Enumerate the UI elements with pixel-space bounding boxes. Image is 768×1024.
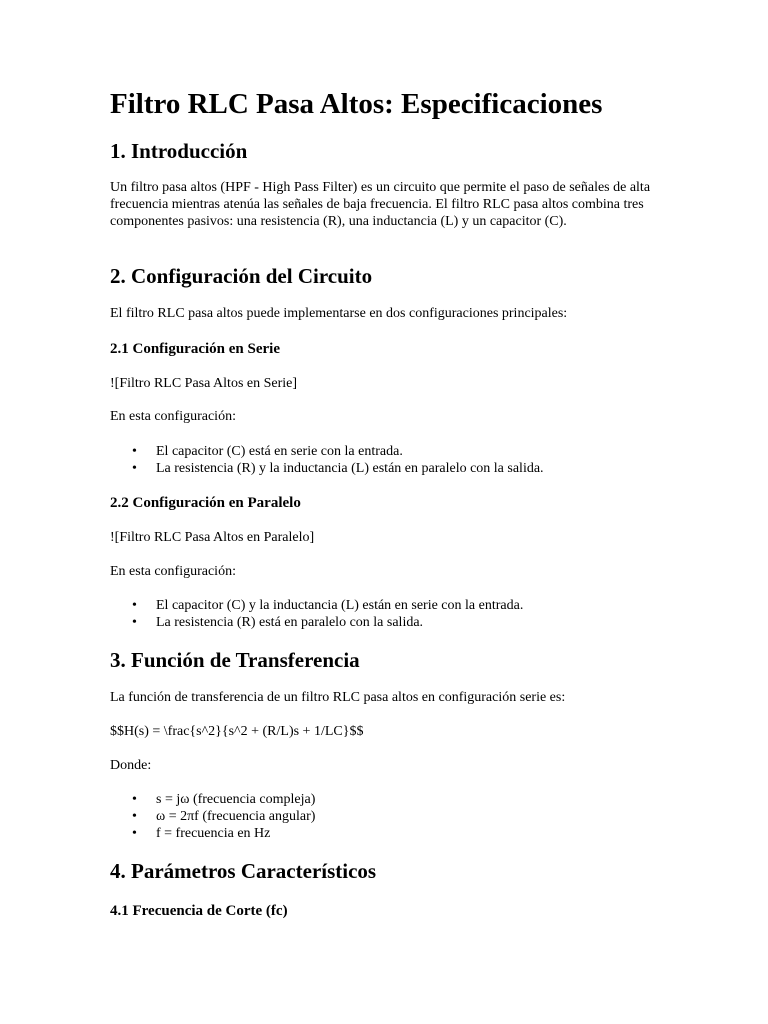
subsection-heading-paralelo: 2.2 Configuración en Paralelo	[110, 495, 301, 511]
transfer-bullet-list	[110, 791, 660, 842]
list-item: • f = frecuencia en Hz	[110, 825, 660, 842]
subsection-heading-serie: 2.1 Configuración en Serie	[110, 341, 280, 357]
paralelo-bullet-list	[110, 597, 660, 631]
document-title: Filtro RLC Pasa Altos: Especificaciones	[110, 88, 603, 120]
transfer-formula: $$H(s) = \frac{s^2}{s^2 + (R/L)s + 1/LC}$$	[110, 724, 364, 739]
section-heading-funcion-transferencia: 3. Función de Transferencia	[110, 648, 360, 672]
list-item: • El capacitor (C) y la inductancia (L) están en serie con la entrada.	[110, 597, 660, 614]
section-heading-configuracion: 2. Configuración del Circuito	[110, 264, 373, 288]
transfer-paragraph: La función de transferencia de un filtro RLC pasa altos en configuración serie es:	[110, 690, 566, 705]
serie-lead-text: En esta configuración:	[110, 409, 236, 424]
subsection-heading-frecuencia-corte: 4.1 Frecuencia de Corte (fc)	[110, 903, 288, 919]
serie-bullet-list	[110, 443, 660, 477]
list-item: • La resistencia (R) está en paralelo con la salida.	[110, 614, 660, 631]
list-item: • El capacitor (C) está en serie con la entrada.	[110, 443, 660, 460]
section-heading-parametros: 4. Parámetros Característicos	[110, 859, 377, 883]
list-item: • ω = 2πf (frecuencia angular)	[110, 808, 660, 825]
paralelo-lead-text: En esta configuración:	[110, 564, 236, 579]
list-item: • s = jω (frecuencia compleja)	[110, 791, 660, 808]
transfer-where-label: Donde:	[110, 758, 152, 773]
section-heading-introduccion: 1. Introducción	[110, 139, 248, 163]
image-placeholder-paralelo: ![Filtro RLC Pasa Altos en Paralelo]	[110, 530, 315, 545]
intro-paragraph: Un filtro pasa altos (HPF - High Pass Filter) es un circuito que permite el paso de señales de alta frecuencia mientras atenúa las señales de baja frecuencia. El filtro RLC pasa altos combina tres componentes pasivos: una resistencia (R), una inductancia (L) y un capacitor (C).	[110, 180, 651, 229]
list-item: • La resistencia (R) y la inductancia (L) están en paralelo con la salida.	[110, 460, 660, 477]
image-placeholder-serie: ![Filtro RLC Pasa Altos en Serie]	[110, 376, 298, 391]
config-paragraph: El filtro RLC pasa altos puede implementarse en dos configuraciones principales:	[110, 306, 568, 321]
